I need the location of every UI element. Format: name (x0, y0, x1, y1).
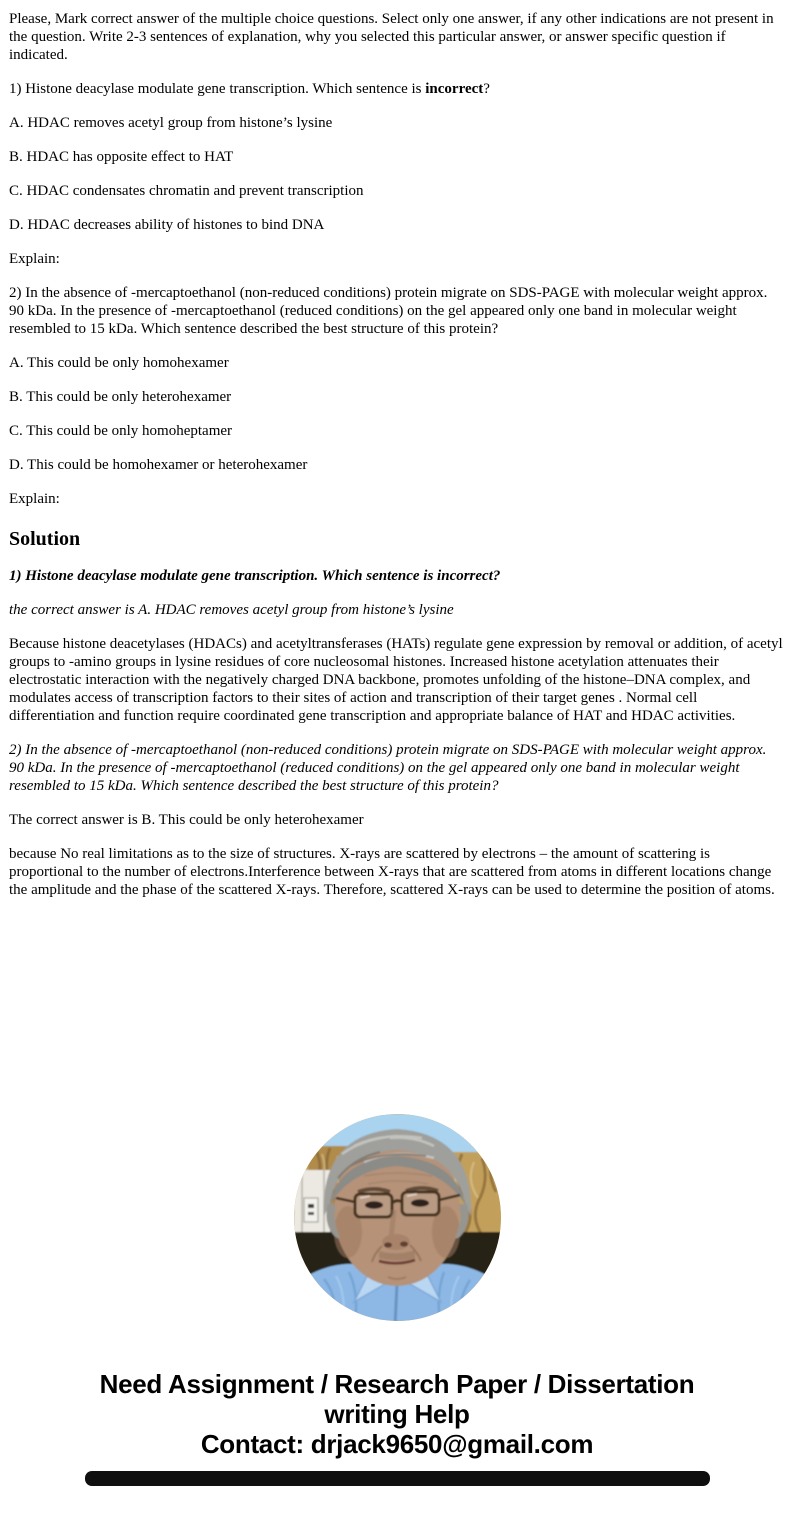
question-1-option-d: D. HDAC decreases ability of histones to bind DNA (9, 217, 325, 233)
footer-help-text (9, 1369, 785, 1429)
footer-contact-text: Contact: drjack9650@gmail.com (200, 1429, 594, 1459)
footer-help-line1: Need Assignment / Research Paper / Dissertation (99, 1369, 695, 1399)
question-1-option-a: A. HDAC removes acetyl group from histone’s lysine (9, 115, 333, 131)
question-2-option-b: B. This could be only heterohexamer (9, 389, 232, 405)
solution-q1-answer: the correct answer is A. HDAC removes acetyl group from histone’s lysine (9, 602, 454, 618)
question-1-option-c: C. HDAC condensates chromatin and prevent transcription (9, 183, 364, 199)
question-1-prompt-text: 1) Histone deacylase modulate gene transcription. Which sentence is (9, 81, 426, 97)
footer-banner (9, 1369, 785, 1459)
question-2-prompt: 2) In the absence of -mercaptoethanol (non-reduced conditions) protein migrate on SDS-PAGE with molecular weight approx. 90 kDa. In the presence of -mercaptoethanol (reduced conditions) on the gel appeared only one band in molecular weight resembled to 15 kDa. Which sentence described the best structure of this protein? (9, 285, 768, 337)
question-2-explain-label: Explain: (9, 491, 60, 507)
portrait-photo-illustration (294, 1114, 501, 1321)
bottom-bar (85, 1471, 710, 1486)
question-2-option-d: D. This could be homohexamer or heterohexamer (9, 457, 308, 473)
question-1-prompt-emphasis: incorrect (425, 81, 484, 97)
question-1-prompt-suffix: ? (483, 81, 490, 97)
solution-q1-restatement: 1) Histone deacylase modulate gene transcription. Which sentence is incorrect? (9, 568, 501, 584)
instructions-paragraph: Please, Mark correct answer of the multiple choice questions. Select only one answer, if any other indications are not present in the question. Write 2-3 sentences of explanation, why you selected this particular answer, or answer specific question if indicated. (9, 11, 774, 63)
solution-q2-explanation: because No real limitations as to the size of structures. X-rays are scattered by electrons – the amount of scattering is proportional to the number of electrons.Interference between X-rays that are scattered from atoms in different locations change the amplitude and the phase of the scattered X-rays. Therefore, scattered X-rays can be used to determine the position of atoms. (9, 846, 775, 898)
question-2-option-c: C. This could be only homoheptamer (9, 423, 233, 439)
question-1-explain-label: Explain: (9, 251, 60, 267)
question-1-prompt (9, 80, 785, 98)
solution-q2-answer: The correct answer is B. This could be only heterohexamer (9, 812, 364, 828)
solution-heading: Solution (9, 528, 81, 550)
question-1-option-b: B. HDAC has opposite effect to HAT (9, 149, 234, 165)
solution-q1-explanation: Because histone deacetylases (HDACs) and acetyltransferases (HATs) regulate gene expression by removal or addition, of acetyl groups to -amino groups in lysine residues of core nucleosomal histones. Increased histone acetylation attenuates their electrostatic interaction with the negatively charged DNA backbone, promotes unfolding of the histone–DNA complex, and modulates access of transcription factors to their sites of action and transcription of their target genes . Normal cell differentiation and function require coordinated gene transcription and appropriate balance of HAT and HDAC activities. (9, 636, 783, 724)
solution-q2-restatement: 2) In the absence of -mercaptoethanol (non-reduced conditions) protein migrate on SDS-PAGE with molecular weight approx. 90 kDa. In the presence of -mercaptoethanol (reduced conditions) on the gel appeared only one band in molecular weight resembled to 15 kDa. Which sentence described the best structure of this protein? (9, 742, 767, 794)
footer-help-line2: writing Help (324, 1399, 470, 1429)
question-2-option-a: A. This could be only homohexamer (9, 355, 229, 371)
avatar (294, 1114, 501, 1321)
